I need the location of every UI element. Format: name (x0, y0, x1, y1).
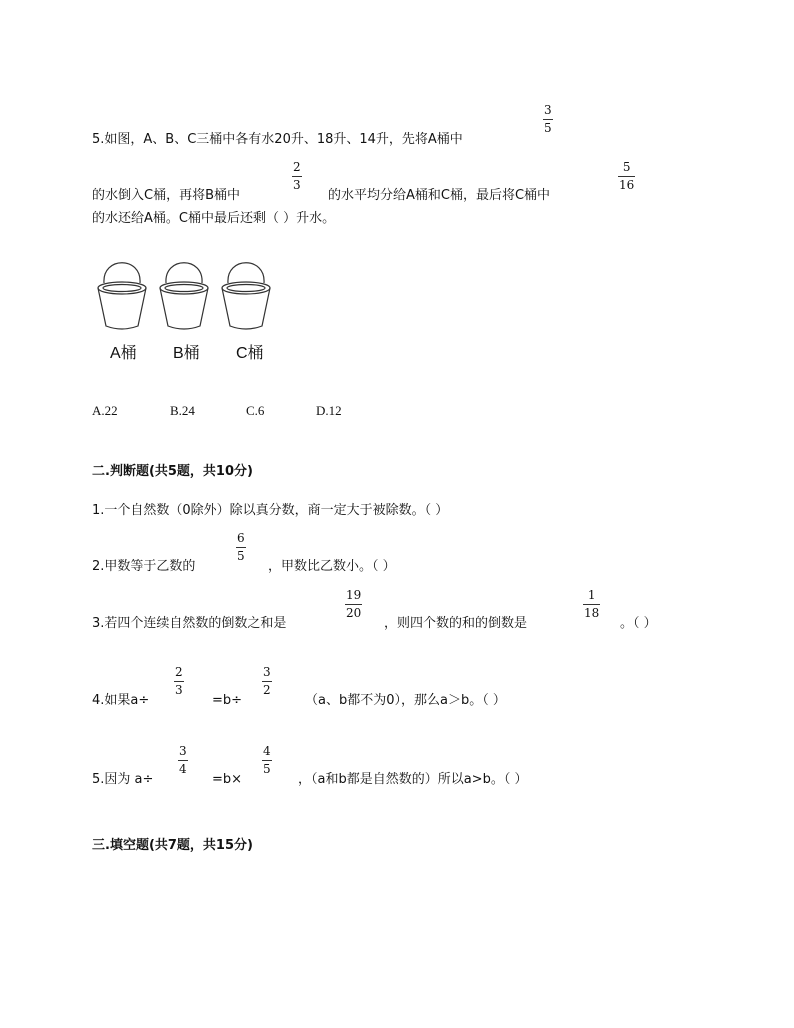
bucket-c-icon (222, 263, 270, 329)
fraction-3-4: 3 4 (179, 744, 187, 776)
q5-line1: 5.如图，A、B、C三桶中各有水20升、18升、14升，先将A桶中 (92, 132, 463, 147)
fraction-3-5: 3 5 (544, 103, 552, 135)
fraction-1-18: 1 18 (584, 588, 600, 620)
judge-q1: 1.一个自然数（0除外）除以真分数，商一定大于被除数。（ ） (92, 503, 449, 518)
bucket-label-a: A桶 (110, 345, 137, 362)
judge-q2a: 2.甲数等于乙数的 (92, 559, 196, 574)
q5-line2b: 的水平均分给A桶和C桶，最后将C桶中 (328, 188, 551, 203)
judge-q3a: 3.若四个连续自然数的倒数之和是 (92, 616, 287, 631)
judge-q3b: ，则四个数的和的倒数是 (384, 616, 528, 631)
fraction-2-3: 2 3 (293, 160, 301, 192)
judge-q4b: =b÷ (212, 693, 243, 708)
q5-line2a: 的水倒入C桶，再将B桶中 (92, 188, 240, 203)
q5-line3: 的水还给A桶。C桶中最后还剩（ ）升水。 (92, 211, 336, 226)
judge-q5a: 5.因为 a÷ (92, 772, 154, 787)
judge-q3c: 。（ ） (620, 616, 657, 631)
fraction-6-5: 6 5 (237, 531, 245, 563)
option-c: C.6 (246, 403, 265, 418)
fraction-2-3-b: 2 3 (175, 665, 183, 697)
section3-title: 三.填空题(共7题，共15分) (92, 838, 253, 853)
judge-q5b: =b× (212, 772, 243, 787)
section2-title: 二.判断题(共5题，共10分) (92, 464, 253, 479)
judge-q2b: ，甲数比乙数小。（ ） (268, 559, 396, 574)
judge-q4a: 4.如果a÷ (92, 693, 150, 708)
option-a: A.22 (92, 403, 118, 418)
bucket-b-icon (160, 263, 208, 329)
judge-q5c: ，（a和b都是自然数的）所以a>b。（ ） (298, 772, 528, 787)
fraction-3-2: 3 2 (263, 665, 271, 697)
judge-q4c: （a、b都不为0），那么a＞b。（ ） (305, 693, 506, 708)
fraction-5-16: 5 16 (619, 160, 635, 192)
buckets-illustration (96, 250, 286, 335)
fraction-19-20: 19 20 (346, 588, 362, 620)
option-b: B.24 (170, 403, 195, 418)
option-d: D.12 (316, 403, 342, 418)
bucket-label-b: B桶 (173, 345, 200, 362)
bucket-label-c: C桶 (236, 345, 264, 362)
bucket-a-icon (98, 263, 146, 329)
fraction-4-5: 4 5 (263, 744, 271, 776)
